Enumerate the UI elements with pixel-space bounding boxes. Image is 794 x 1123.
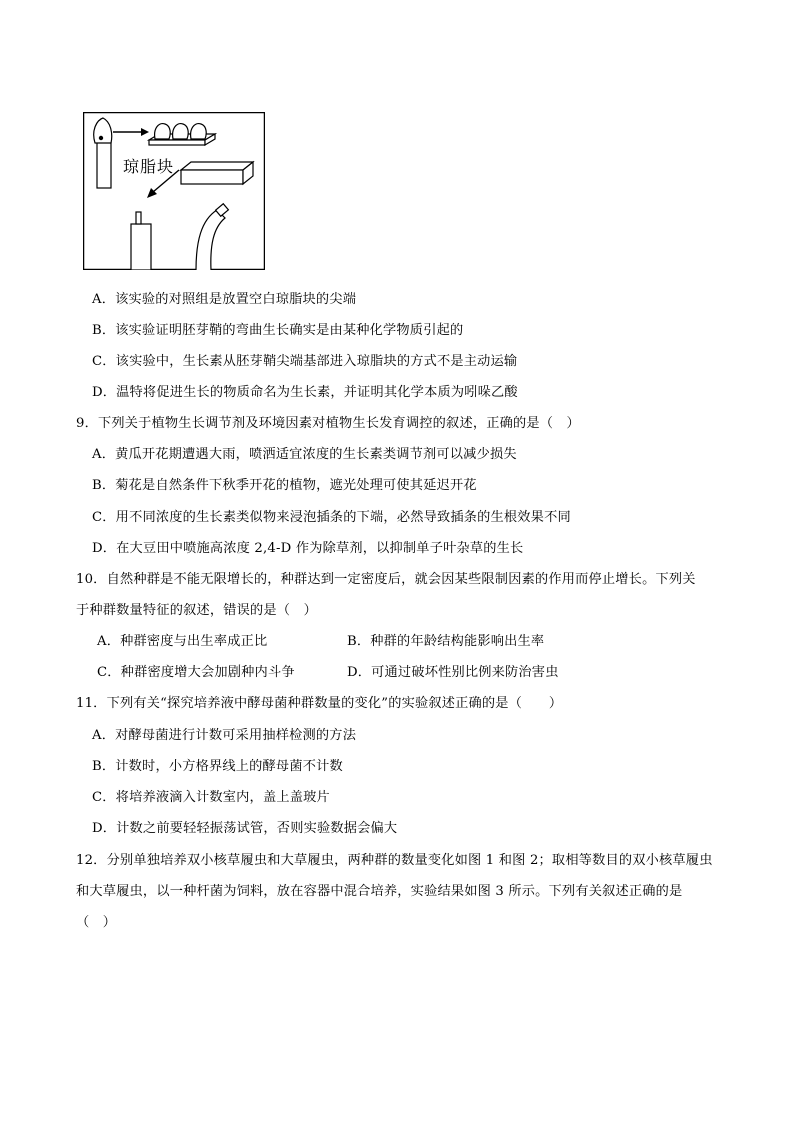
q8-option-d: D．温特将促进生长的物质命名为生长素，并证明其化学本质为吲哚乙酸 [92,385,518,400]
q12-stem-line1: 12．分别单独培养双小核草履虫和大草履虫，两种群的数量变化如图 1 和图 2；取相等数目的双小核草履虫 [76,853,713,868]
experiment-figure [83,112,265,270]
q11-option-b: B．计数时，小方格界线上的酵母菌不计数 [92,759,343,774]
q9-option-c: C．用不同浓度的生长素类似物来浸泡插条的下端，必然导致插条的生根效果不同 [92,510,571,525]
q9-option-a: A．黄瓜开花期遭遇大雨，喷洒适宜浓度的生长素类调节剂可以减少损失 [92,447,517,462]
q11-stem: 11．下列有关“探究培养液中酵母菌种群数量的变化”的实验叙述正确的是（ ） [76,696,563,711]
q10-option-a: A．种群密度与出生率成正比 [97,634,268,649]
q11-option-d: D．计数之前要轻轻振荡试管，否则实验数据会偏大 [92,821,398,836]
q12-stem-line3: （ ） [76,915,117,930]
q11-option-c: C．将培养液滴入计数室内，盖上盖玻片 [92,790,330,805]
q11-option-a: A．对酵母菌进行计数可采用抽样检测的方法 [92,728,357,743]
q10-option-c: C．种群密度增大会加剧种内斗争 [97,665,295,680]
coleoptile-diagram [83,112,265,270]
q8-option-a: A．该实验的对照组是放置空白琼脂块的尖端 [92,292,357,307]
q10-option-d: D．可通过破坏性别比例来防治害虫 [347,665,559,680]
q10-option-b: B．种群的年龄结构能影响出生率 [347,634,545,649]
q9-option-b: B．菊花是自然条件下秋季开花的植物，遮光处理可使其延迟开花 [92,478,477,493]
q12-stem-line2: 和大草履虫，以一种杆菌为饲料，放在容器中混合培养，实验结果如图 3 所示。下列有关叙述正确的是 [76,884,683,899]
q8-option-b: B．该实验证明胚芽鞘的弯曲生长确实是由某种化学物质引起的 [92,323,464,338]
q9-stem: 9．下列关于植物生长调节剂及环境因素对植物生长发育调控的叙述，正确的是（ ） [76,416,580,431]
q10-stem-line2: 于种群数量特征的叙述，错误的是（ ） [76,603,317,618]
agar-block-label: 琼脂块 [123,157,175,176]
q8-option-c: C．该实验中，生长素从胚芽鞘尖端基部进入琼脂块的方式不是主动运输 [92,354,518,369]
q9-option-d: D．在大豆田中喷施高浓度 2,4-D 作为除草剂，以抑制单子叶杂草的生长 [92,541,524,556]
q10-stem-line1: 10．自然种群是不能无限增长的，种群达到一定密度后，就会因某些限制因素的作用而停止增长。下列关 [76,572,696,587]
